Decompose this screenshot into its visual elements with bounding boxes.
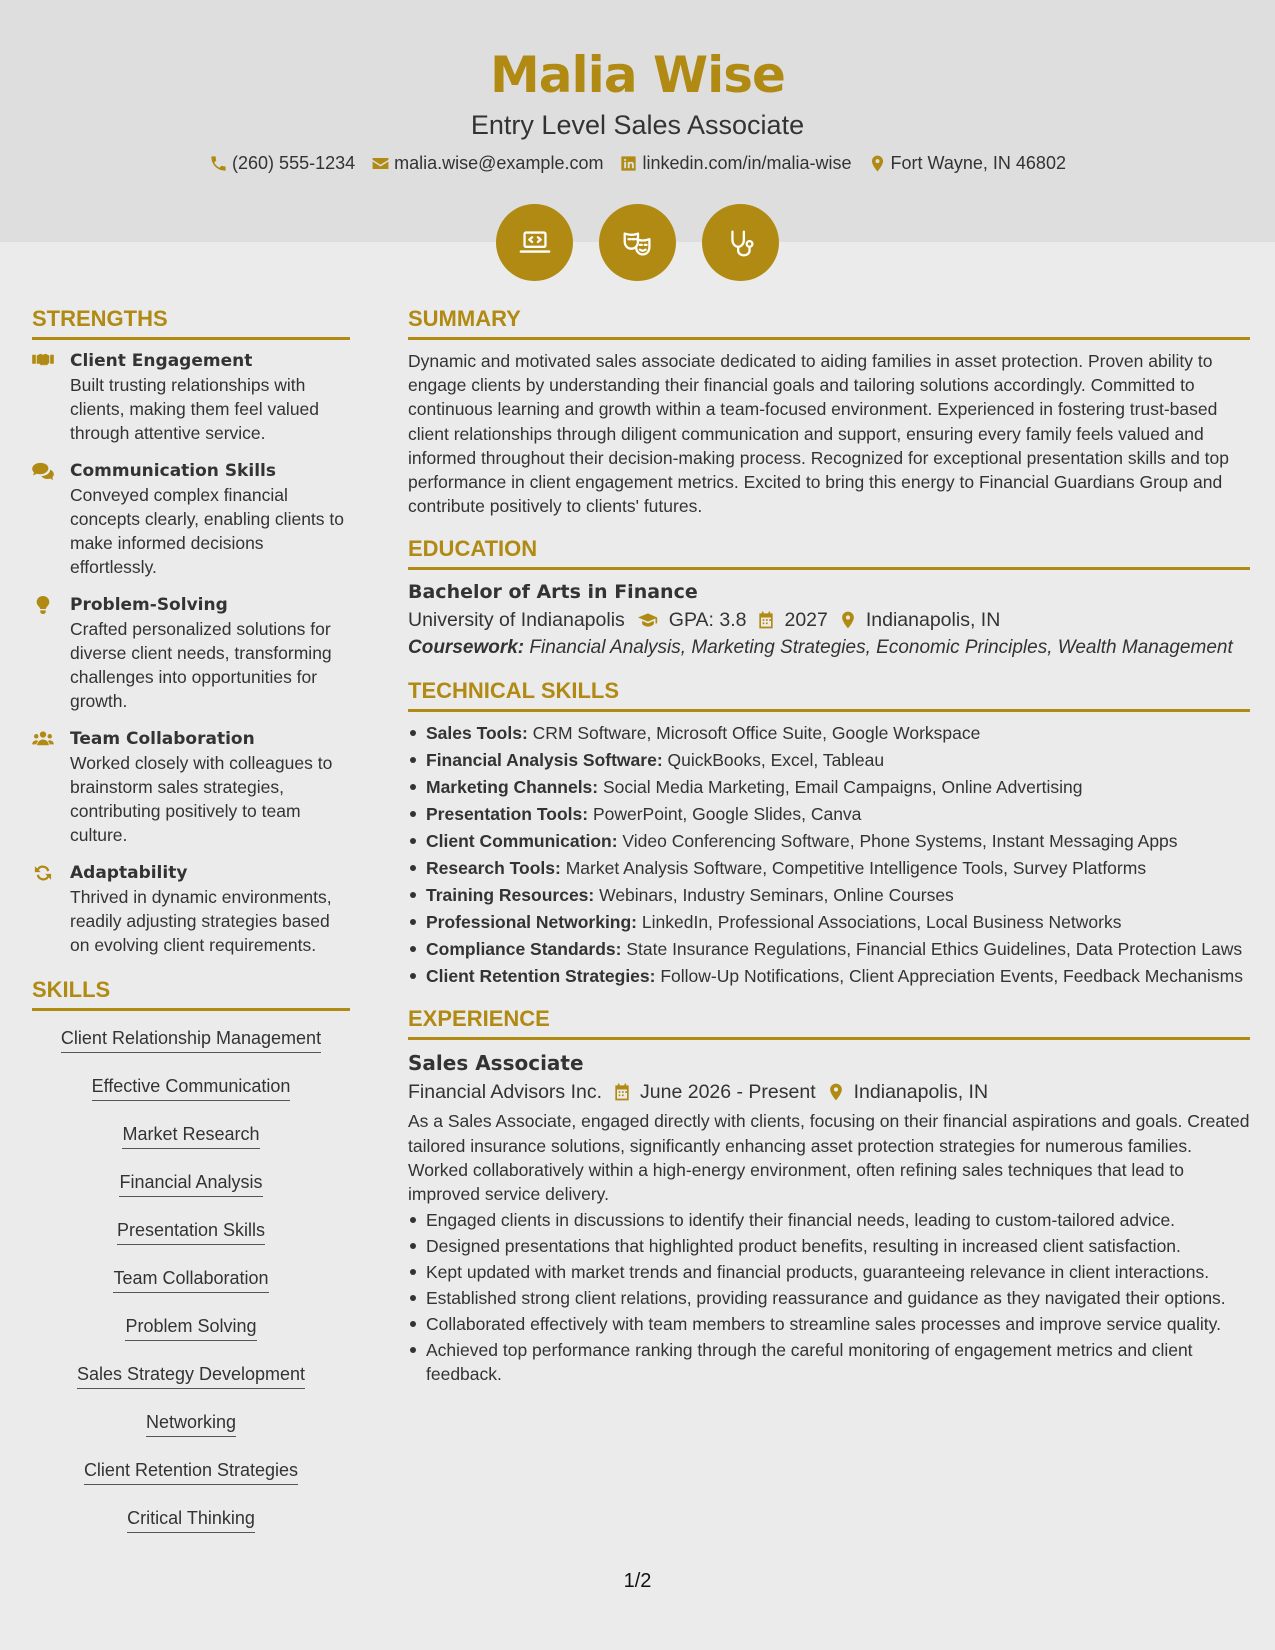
experience-title: EXPERIENCE xyxy=(408,1006,1250,1040)
strength-desc: Crafted personalized solutions for diverse client needs, transforming challenges into opportunities for growth. xyxy=(70,619,332,711)
left-column xyxy=(32,306,350,1548)
skill-item: Team Collaboration xyxy=(113,1267,268,1293)
education-title: EDUCATION xyxy=(408,536,1250,570)
job-bullet: Established strong client relations, providing reassurance and guidance as they navigated their options. xyxy=(408,1286,1250,1310)
skill-item: Effective Communication xyxy=(92,1075,291,1101)
contact-bar xyxy=(0,153,1275,174)
contact-email[interactable] xyxy=(371,153,603,174)
coursework-list: Financial Analysis, Marketing Strategies, Economic Principles, Wealth Management xyxy=(529,637,1233,659)
coursework-label: Coursework: xyxy=(408,637,525,659)
right-column xyxy=(408,306,1250,1388)
contact-phone xyxy=(209,153,355,174)
experience-meta xyxy=(408,1077,1250,1107)
map-marker-icon xyxy=(838,610,858,630)
tech-skill-item: Sales Tools: CRM Software, Microsoft Office Suite, Google Workspace xyxy=(408,721,1250,745)
grad-year: 2027 xyxy=(784,609,828,632)
sync-icon xyxy=(32,864,54,882)
skill-item: Market Research xyxy=(122,1123,259,1149)
summary-title: SUMMARY xyxy=(408,306,1250,340)
job-title: Sales Associate xyxy=(408,1051,584,1076)
tech-skill-item: Professional Networking: LinkedIn, Professional Associations, Local Business Networks xyxy=(408,910,1250,934)
job-bullet: Designed presentations that highlighted product benefits, resulting in increased client satisfaction. xyxy=(408,1234,1250,1258)
tech-skill-item: Client Retention Strategies: Follow-Up Notifications, Client Appreciation Events, Feedback Mechanisms xyxy=(408,964,1250,988)
tech-skill-item: Client Communication: Video Conferencing Software, Phone Systems, Instant Messaging Apps xyxy=(408,829,1250,853)
job-dates: June 2026 - Present xyxy=(640,1081,816,1104)
strength-item xyxy=(32,861,350,957)
job-bullet: Engaged clients in discussions to identify their financial needs, leading to custom-tailored advice. xyxy=(408,1208,1250,1232)
strength-title: Team Collaboration xyxy=(70,729,255,749)
strength-title: Problem-Solving xyxy=(70,595,228,615)
strengths-title: STRENGTHS xyxy=(32,306,350,340)
skills-title: SKILLS xyxy=(32,977,350,1011)
gpa-text: GPA: 3.8 xyxy=(668,609,747,632)
lightbulb-icon xyxy=(32,596,54,614)
skill-item: Networking xyxy=(146,1411,236,1437)
candidate-role: Entry Level Sales Associate xyxy=(470,110,805,140)
comments-icon xyxy=(32,462,54,480)
strength-desc: Built trusting relationships with clients, making them feel valued through attentive service. xyxy=(70,375,320,443)
tech-skill-item: Compliance Standards: State Insurance Regulations, Financial Ethics Guidelines, Data Protection Laws xyxy=(408,937,1250,961)
strength-desc: Worked closely with colleagues to brainstorm sales strategies, contributing positively to team culture. xyxy=(70,753,333,845)
strength-desc: Thrived in dynamic environments, readily adjusting strategies based on evolving client requirements. xyxy=(70,887,332,955)
strength-item xyxy=(32,459,350,579)
skill-item: Sales Strategy Development xyxy=(77,1363,305,1389)
strength-title: Client Engagement xyxy=(70,351,253,371)
candidate-name: Malia Wise xyxy=(490,46,785,104)
skill-item: Critical Thinking xyxy=(127,1507,255,1533)
users-icon xyxy=(32,730,54,748)
contact-linkedin[interactable] xyxy=(619,153,851,174)
calendar-icon xyxy=(612,1082,632,1102)
laptop-code-icon xyxy=(496,204,573,281)
phone-icon xyxy=(209,154,228,173)
job-description: As a Sales Associate, engaged directly with clients, focusing on their financial aspirations and goals. Created tailored insurance solutions, significantly enhancing asset protection strategies for numerous families. Worked collaboratively within a high-energy environment, often refining sales techniques that lead to improved service delivery. xyxy=(408,1111,1250,1205)
stethoscope-icon xyxy=(702,204,779,281)
skill-item: Client Relationship Management xyxy=(61,1027,321,1053)
technical-skills-list xyxy=(408,721,1250,988)
degree-title: Bachelor of Arts in Finance xyxy=(408,581,698,604)
tech-skill-item: Financial Analysis Software: QuickBooks, Excel, Tableau xyxy=(408,748,1250,772)
skills-list xyxy=(32,1020,350,1548)
coursework xyxy=(408,635,1250,660)
education-meta xyxy=(408,605,1250,635)
job-bullet: Collaborated effectively with team members to streamline sales processes and improve service quality. xyxy=(408,1312,1250,1336)
job-bullet: Kept updated with market trends and financial products, guaranteeing relevance in client interactions. xyxy=(408,1260,1250,1284)
email-text[interactable]: malia.wise@example.com xyxy=(394,153,604,173)
strength-title: Adaptability xyxy=(70,863,188,883)
job-location: Indianapolis, IN xyxy=(853,1081,989,1104)
theater-masks-icon xyxy=(599,204,676,281)
contact-location xyxy=(868,153,1066,174)
strength-item xyxy=(32,349,350,445)
graduation-cap-icon xyxy=(635,610,661,630)
strength-desc: Conveyed complex financial concepts clearly, enabling clients to make informed decisions effortlessly. xyxy=(70,485,344,577)
summary-text: Dynamic and motivated sales associate dedicated to aiding families in asset protection. Proven ability to engage clients by understanding their financial goals and tailoring solutions accordingly. Committed to continuous learning and growth within a team-focused environment. Experienced in fostering trust-based client relationships through diligent communication and support, ensuring every family feels valued and informed throughout their decision-making process. Recognized for exceptional presentation skills and top performance in client engagement metrics. Excited to bring this energy to Financial Guardians Group and contribute positively to clients' futures. xyxy=(408,351,1230,517)
skill-item: Client Retention Strategies xyxy=(84,1459,298,1485)
tech-skill-item: Presentation Tools: PowerPoint, Google Slides, Canva xyxy=(408,802,1250,826)
school-name: University of Indianapolis xyxy=(408,609,625,632)
strength-item xyxy=(32,727,350,847)
phone-text: (260) 555-1234 xyxy=(232,153,356,173)
skill-item: Financial Analysis xyxy=(119,1171,262,1197)
tech-skill-item: Marketing Channels: Social Media Marketing, Email Campaigns, Online Advertising xyxy=(408,775,1250,799)
tech-skill-item: Training Resources: Webinars, Industry Seminars, Online Courses xyxy=(408,883,1250,907)
map-marker-icon xyxy=(868,154,887,173)
map-marker-icon xyxy=(826,1082,846,1102)
strength-title: Communication Skills xyxy=(70,461,276,481)
handshake-icon xyxy=(32,352,54,370)
page-number: 1/2 xyxy=(623,1570,652,1592)
strength-item xyxy=(32,593,350,713)
envelope-icon xyxy=(371,154,390,173)
job-bullet: Achieved top performance ranking through the careful monitoring of engagement metrics and client feedback. xyxy=(408,1338,1250,1386)
school-location: Indianapolis, IN xyxy=(865,609,1001,632)
skill-item: Problem Solving xyxy=(125,1315,256,1341)
skill-item: Presentation Skills xyxy=(117,1219,265,1245)
linkedin-text[interactable]: linkedin.com/in/malia-wise xyxy=(642,153,852,173)
tech-skill-item: Research Tools: Market Analysis Software, Competitive Intelligence Tools, Survey Platforms xyxy=(408,856,1250,880)
job-bullets xyxy=(408,1208,1250,1386)
interest-icons xyxy=(0,204,1275,281)
linkedin-icon xyxy=(619,154,638,173)
location-text: Fort Wayne, IN 46802 xyxy=(890,153,1066,173)
technical-skills-title: TECHNICAL SKILLS xyxy=(408,678,1250,712)
calendar-icon xyxy=(756,610,776,630)
company-name: Financial Advisors Inc. xyxy=(408,1081,603,1104)
